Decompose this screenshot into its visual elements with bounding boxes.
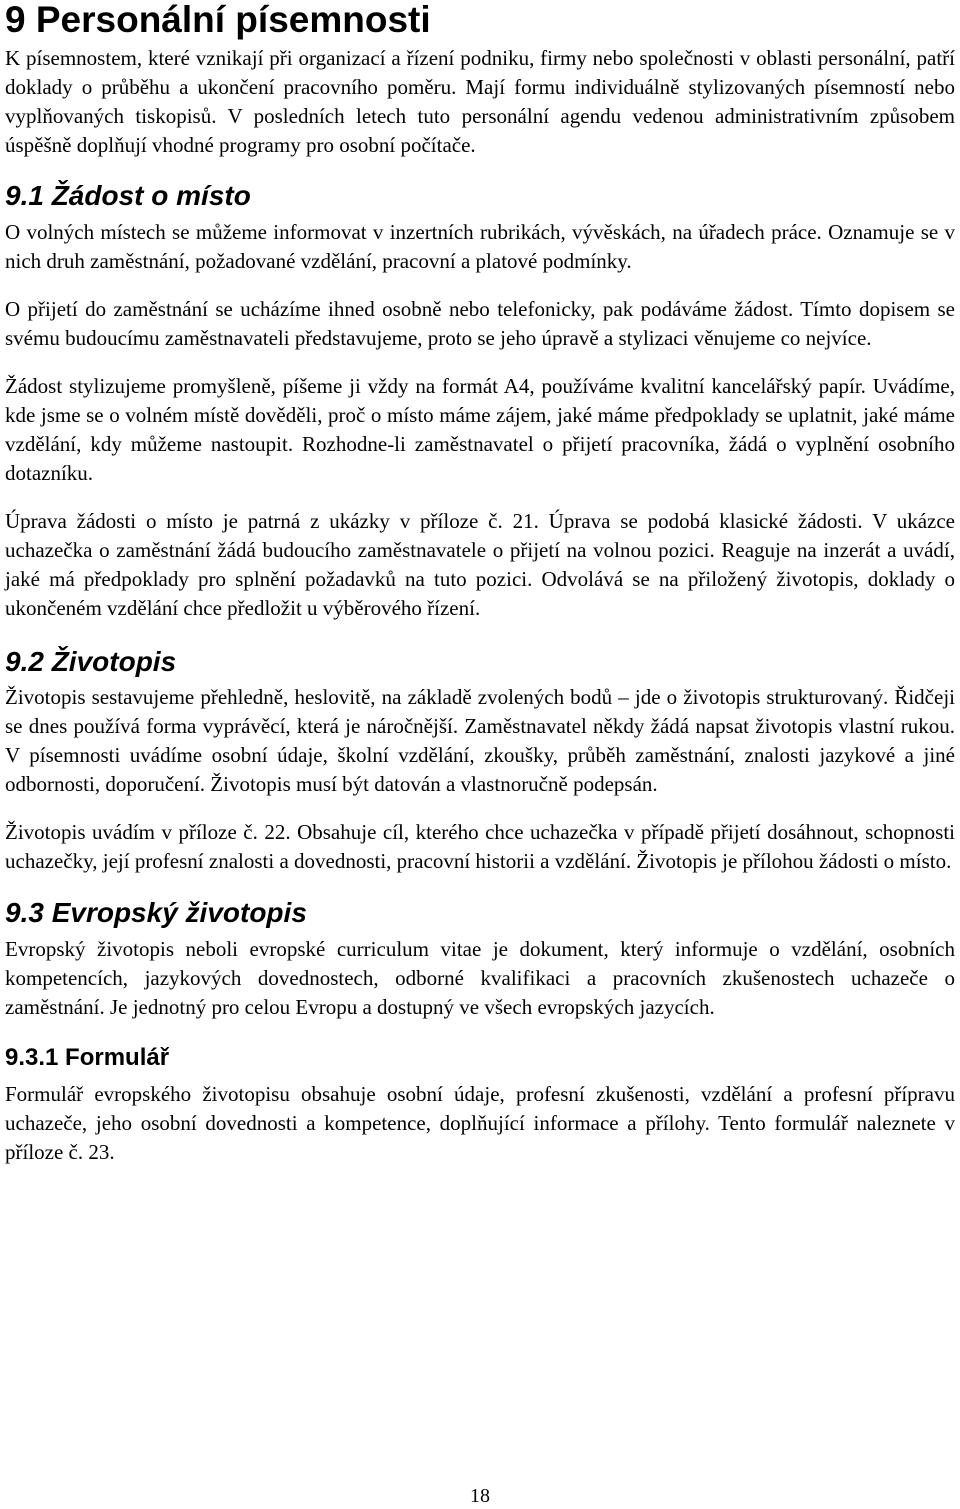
paragraph: O přijetí do zaměstnání se ucházíme ihned osobně nebo telefonicky, pak podáváme žádost. Tímto dopisem se svému budoucímu zaměstnavateli představujeme, proto se jeho úpravě a stylizaci věnujeme co nejvíce.: [5, 297, 955, 350]
chapter-title: 9 Personální písemnosti: [5, 0, 431, 40]
section-heading-9-1: 9.1 Žádost o místo: [5, 180, 251, 211]
paragraph: Životopis uvádím v příloze č. 22. Obsahuje cíl, kterého chce uchazečka v případě přijetí dosáhnout, schopnosti uchazečky, její profesní znalosti a dovednosti, pracovní historii a vzdělání. Životopis je přílohou žádosti o místo.: [5, 820, 955, 873]
paragraph: Životopis sestavujeme přehledně, heslovitě, na základě zvolených bodů – jde o životopis strukturovaný. Řidčeji se dnes používá forma vyprávěcí, která je náročnější. Zaměstnavatel někdy žádá napsat životopis vlastní rukou. V písemnosti uvádíme osobní údaje, školní vzdělání, zkoušky, průběh zaměstnání, znalosti jazykové a jiné odbornosti, doporučení. Životopis musí být datován a vlastnoručně podepsán.: [5, 685, 955, 796]
subsection-heading-9-3-1: 9.3.1 Formulář: [5, 1044, 170, 1071]
section-heading-9-3: 9.3 Evropský životopis: [5, 897, 307, 928]
page-number: 18: [470, 1485, 490, 1507]
document-page: [5, 0, 955, 1167]
section-heading-9-2: 9.2 Životopis: [5, 646, 177, 677]
paragraph: O volných místech se můžeme informovat v inzertních rubrikách, vývěskách, na úřadech práce. Oznamuje se v nich druh zaměstnání, požadované vzdělání, pracovní a platové podmínky.: [5, 220, 955, 273]
paragraph: Evropský životopis neboli evropské curriculum vitae je dokument, který informuje o vzdělání, osobních kompetencích, jazykových dovednostech, odborné kvalifikaci a pracovních zkušenostech uchazeče o zaměstnání. Je jednotný pro celou Evropu a dostupný ve všech evropských jazycích.: [5, 937, 955, 1019]
paragraph: Úprava žádosti o místo je patrná z ukázky v příloze č. 21. Úprava se podobá klasické žádosti. V ukázce uchazečka o zaměstnání žádá budoucího zaměstnavatele o přijetí na volnou pozici. Reaguje na inzerát a uvádí, jaké má předpoklady pro splnění požadavků na tuto pozici. Odvolává se na přiložený životopis, doklady o ukončeném vzdělání chce předložit u výběrového řízení.: [5, 509, 955, 620]
paragraph: Žádost stylizujeme promyšleně, píšeme ji vždy na formát A4, používáme kvalitní kancelářský papír. Uvádíme, kde jsme se o volném místě dověděli, proč o místo máme zájem, jaké máme předpoklady se uplatnit, jaké máme vzdělání, kdy můžeme nastoupit. Rozhodne-li zaměstnavatel o přijetí pracovníka, žádá o vyplnění osobního dotazníku.: [5, 374, 955, 485]
intro-paragraph: K písemnostem, které vznikají při organizací a řízení podniku, firmy nebo společnosti v oblasti personální, patří doklady o průběhu a ukončení pracovního poměru. Mají formu individuálně stylizovaných písemností nebo vyplňovaných tiskopisů. V posledních letech tuto personální agendu vedenou administrativním způsobem úspěšně doplňují vhodné programy pro osobní počítače.: [5, 46, 955, 157]
paragraph: Formulář evropského životopisu obsahuje osobní údaje, profesní zkušenosti, vzdělání a profesní přípravu uchazeče, jeho osobní dovednosti a kompetence, doplňující informace a přílohy. Tento formulář naleznete v příloze č. 23.: [5, 1082, 955, 1164]
